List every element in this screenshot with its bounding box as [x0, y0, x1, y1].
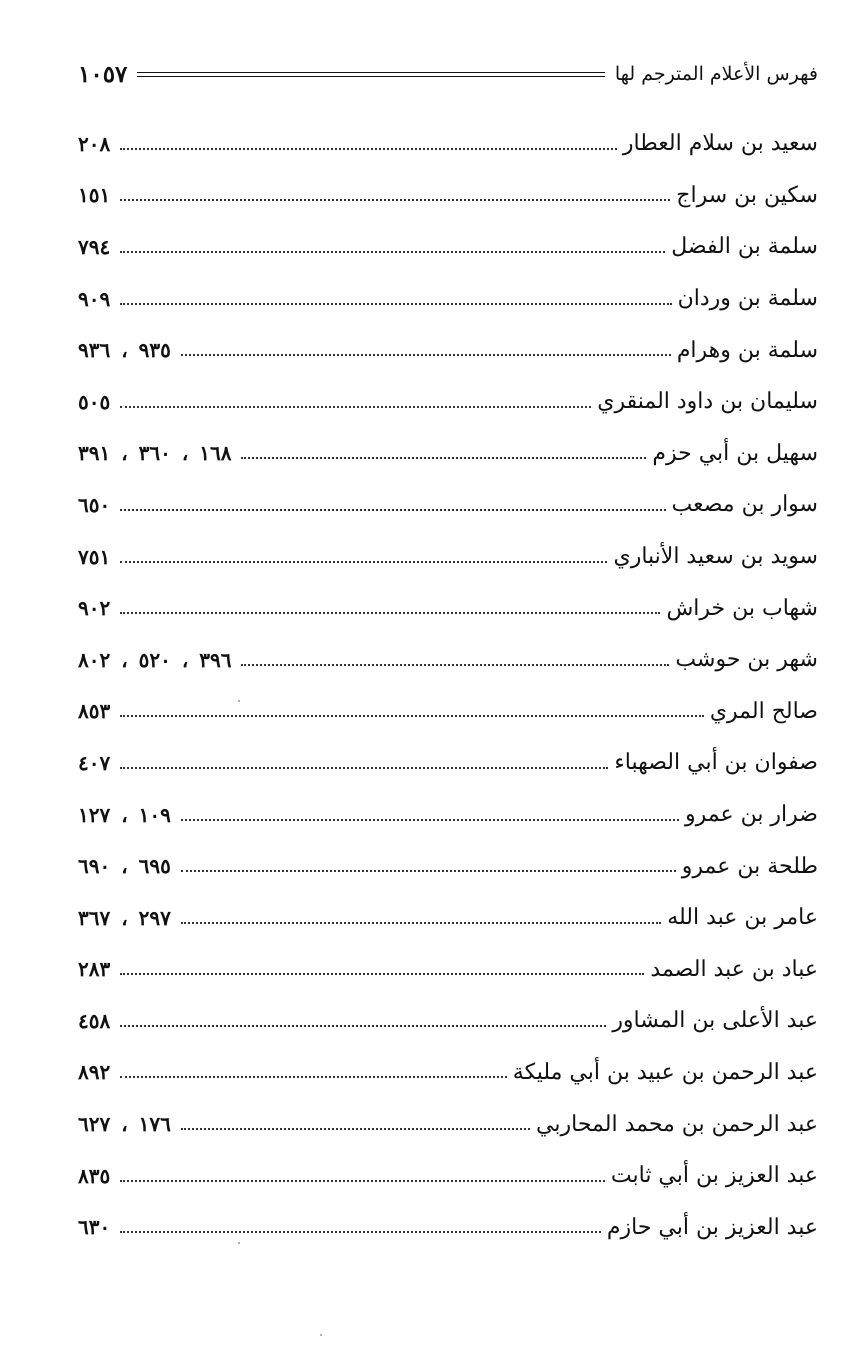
- index-entry: [78, 1201, 818, 1253]
- dot-leader: [120, 251, 665, 253]
- dot-leader: [181, 819, 679, 821]
- index-entry: [78, 634, 818, 686]
- entry-name: سعيد بن سلام العطار: [622, 131, 818, 157]
- entry-pages: ٨٩٢: [78, 1060, 111, 1085]
- running-title: فهرس الأعلام المترجم لها: [614, 63, 818, 85]
- entry-pages: ٨٥٣: [78, 699, 111, 724]
- entry-pages: ٩٠٩: [78, 286, 111, 311]
- dot-leader: [120, 1076, 507, 1078]
- entry-pages: ١٠٩ ، ١٢٧: [78, 802, 171, 827]
- entry-pages: ٨٣٥: [78, 1163, 111, 1188]
- entry-name: عامر بن عبد الله: [667, 905, 818, 931]
- index-entry: [78, 737, 818, 789]
- dot-leader: [120, 715, 704, 717]
- index-entry: [78, 273, 818, 325]
- entry-pages: ٣٩٦ ، ٥٢٠ ، ٨٠٢: [78, 647, 232, 672]
- dot-leader: [120, 199, 670, 201]
- index-entry: [78, 582, 818, 634]
- entry-pages: ٤٥٨: [78, 1008, 111, 1033]
- header-rule: [137, 72, 604, 77]
- entry-name: عبد العزيز بن أبي حازم: [606, 1214, 818, 1240]
- dot-leader: [120, 767, 608, 769]
- scan-speck: [320, 1334, 322, 1336]
- entry-pages: ٤٠٧: [78, 750, 111, 775]
- entry-name: ضرار بن عمرو: [684, 802, 818, 828]
- entry-name: سويد بن سعيد الأنباري: [613, 544, 818, 570]
- dot-leader: [120, 973, 644, 975]
- dot-leader: [181, 1128, 530, 1130]
- dot-leader: [181, 922, 661, 924]
- dot-leader: [120, 148, 617, 150]
- entry-name: سلمة بن الفضل: [671, 234, 818, 260]
- index-entry: [78, 428, 818, 480]
- dot-leader: [120, 561, 607, 563]
- entry-name: سوار بن مصعب: [671, 492, 818, 518]
- entry-pages: ١٧٦ ، ٦٢٧: [78, 1112, 171, 1137]
- index-entry: [78, 376, 818, 428]
- scan-speck: [238, 1242, 240, 1244]
- entry-name: عبد الرحمن بن محمد المحاربي: [536, 1111, 818, 1137]
- dot-leader: [241, 457, 646, 459]
- entry-name: طلحة بن عمرو: [681, 853, 818, 879]
- index-entry: [78, 995, 818, 1047]
- entry-name: سهيل بن أبي حزم: [652, 440, 818, 466]
- page-header: [78, 52, 818, 96]
- dot-leader: [120, 1231, 601, 1233]
- entry-pages: ٧٥١: [78, 544, 111, 569]
- dot-leader: [120, 303, 671, 305]
- scan-speck: [238, 700, 240, 702]
- entry-pages: ٦٩٥ ، ٦٩٠: [78, 854, 171, 879]
- index-entry: [78, 118, 818, 170]
- dot-leader: [120, 1025, 606, 1027]
- entry-name: شهر بن حوشب: [675, 647, 818, 673]
- index-entry: [78, 170, 818, 222]
- index-entry: [78, 531, 818, 583]
- entry-pages: ٦٥٠: [78, 492, 111, 517]
- entry-pages: ٥٠٥: [78, 389, 111, 414]
- entry-pages: ٩٣٥ ، ٩٣٦: [78, 338, 171, 363]
- index-entry: [78, 324, 818, 376]
- dot-leader: [181, 354, 671, 356]
- page-number: ١٠٥٧: [78, 60, 128, 88]
- dot-leader: [120, 612, 660, 614]
- entry-name: سكين بن سراج: [676, 182, 818, 208]
- entry-pages: ٢٠٨: [78, 131, 111, 156]
- entry-name: عبد الأعلى بن المشاور: [612, 1008, 818, 1034]
- entry-name: سلمة بن وهرام: [676, 337, 818, 363]
- index-entry: [78, 944, 818, 996]
- entry-pages: ٢٩٧ ، ٣٦٧: [78, 905, 171, 930]
- entry-name: عبد العزيز بن أبي ثابت: [610, 1163, 818, 1189]
- entry-pages: ٢٨٣: [78, 957, 111, 982]
- entry-name: صالح المري: [709, 698, 818, 724]
- entry-pages: ٦٣٠: [78, 1215, 111, 1240]
- index-entries: [78, 118, 818, 1253]
- index-entry: [78, 1098, 818, 1150]
- index-entry: [78, 479, 818, 531]
- entry-pages: ١٥١: [78, 183, 111, 208]
- entry-name: سليمان بن داود المنقري: [597, 389, 818, 415]
- dot-leader: [181, 870, 676, 872]
- index-entry: [78, 686, 818, 738]
- index-entry: [78, 1150, 818, 1202]
- entry-name: صفوان بن أبي الصهباء: [614, 750, 818, 776]
- index-entry: [78, 221, 818, 273]
- dot-leader: [120, 1180, 605, 1182]
- dot-leader: [241, 664, 669, 666]
- entry-name: عباد بن عبد الصمد: [650, 956, 818, 982]
- entry-name: شهاب بن خراش: [666, 595, 818, 621]
- dot-leader: [120, 509, 665, 511]
- dot-leader: [120, 406, 591, 408]
- entry-name: عبد الرحمن بن عبيد بن أبي مليكة: [512, 1059, 818, 1085]
- index-entry: [78, 892, 818, 944]
- index-entry: [78, 789, 818, 841]
- entry-name: سلمة بن وردان: [677, 286, 818, 312]
- entry-pages: ٩٠٢: [78, 596, 111, 621]
- index-entry: [78, 1047, 818, 1099]
- entry-pages: ٧٩٤: [78, 234, 111, 259]
- index-entry: [78, 840, 818, 892]
- entry-pages: ١٦٨ ، ٣٦٠ ، ٣٩١: [78, 441, 232, 466]
